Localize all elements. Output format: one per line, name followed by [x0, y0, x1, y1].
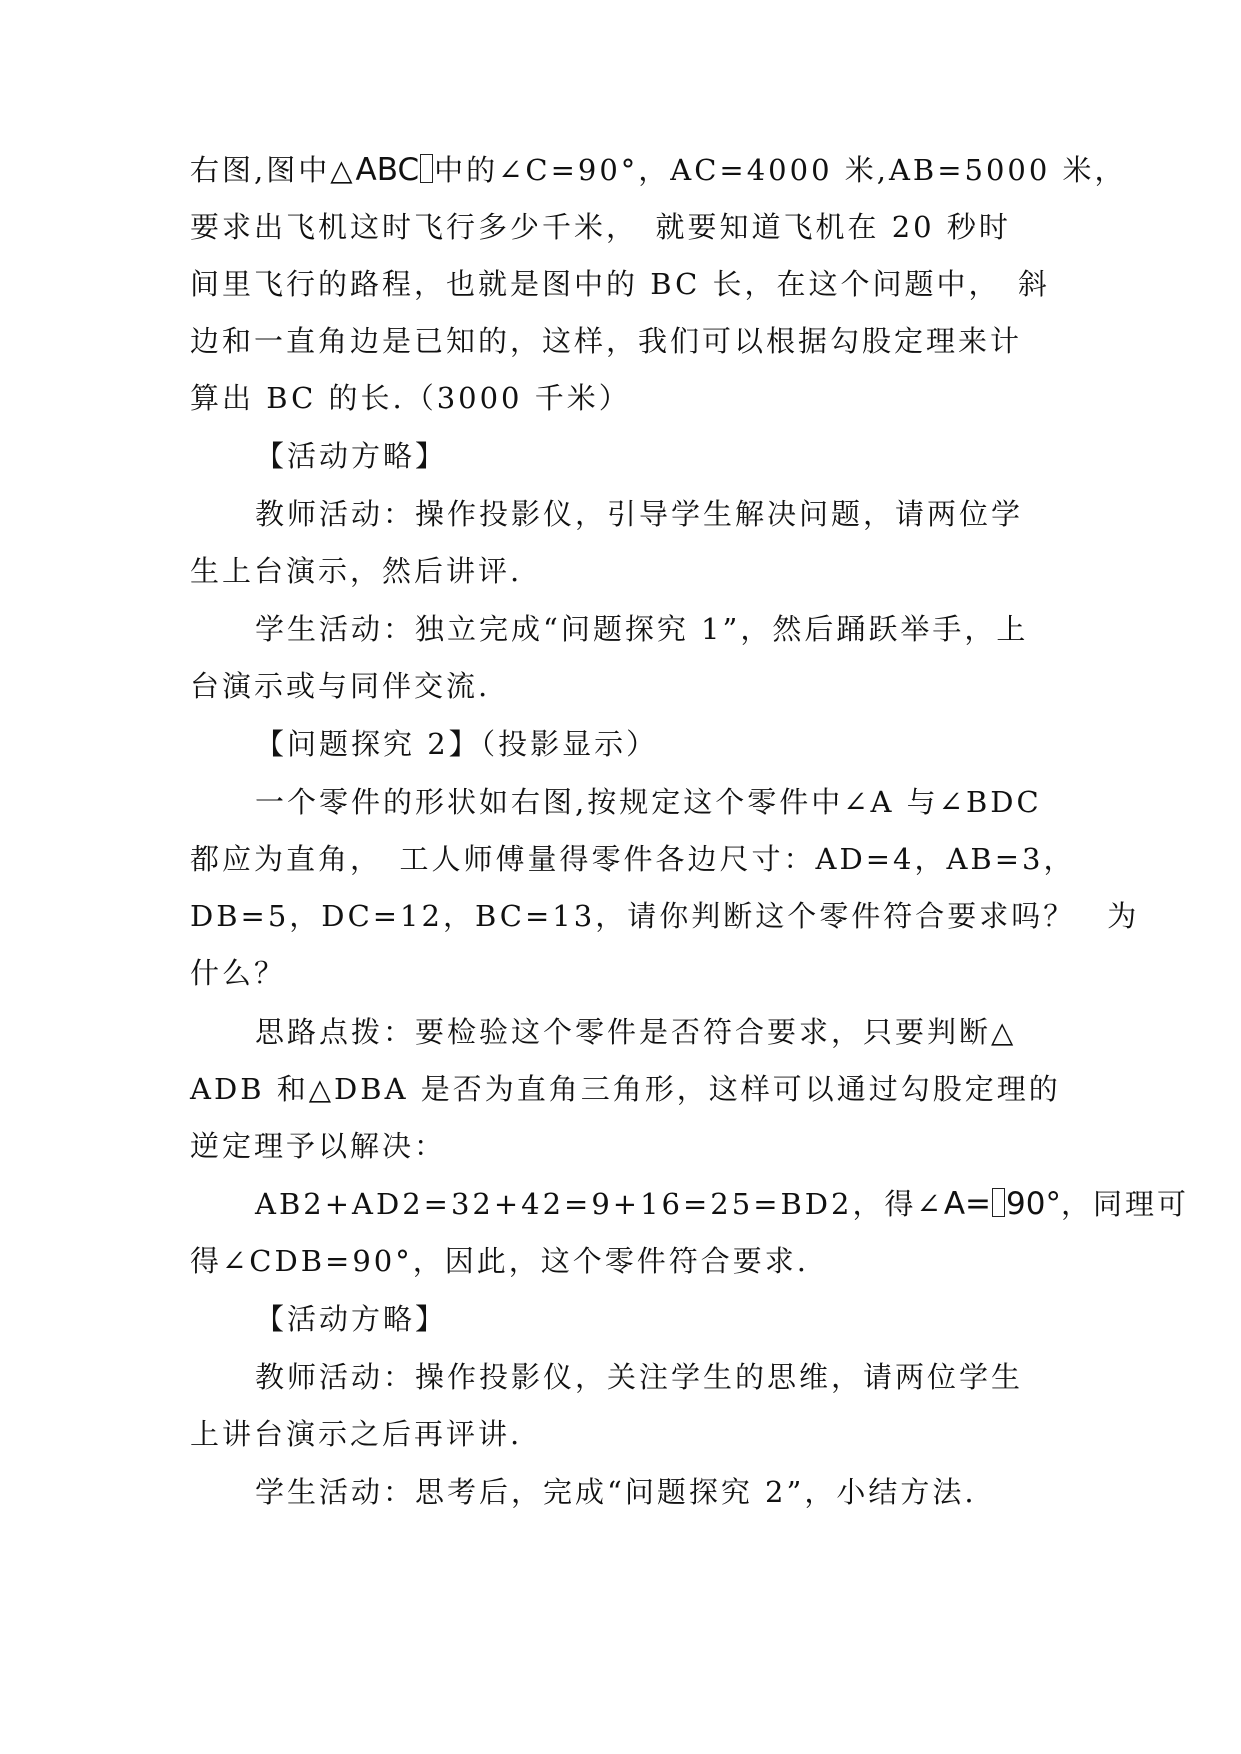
- text-line: 都应为直角， 工人师傅量得零件各边尺寸：AD=4，AB=3，: [190, 842, 1076, 876]
- text-line: 上讲台演示之后再评讲.: [190, 1417, 523, 1451]
- text-segment: 中的∠C=90°，AC=4000 米,AB=5000 米，: [434, 153, 1127, 187]
- text-segment: ABC: [355, 152, 420, 188]
- text-segment: 90°: [1006, 1186, 1061, 1222]
- text-line: ADB 和△DBA 是否为直角三角形，这样可以通过勾股定理的: [190, 1072, 1061, 1106]
- text-line: DB=5，DC=12，BC=13，请你判断这个零件符合要求吗？ 为: [190, 899, 1140, 933]
- text-line: 算出 BC 的长.（3000 千米）: [190, 381, 631, 415]
- missing-glyph-box: [992, 1188, 1005, 1217]
- text-segment: A=: [943, 1186, 991, 1222]
- text-segment: AB2+AD2=32+42=9+16=25=BD2，得∠: [255, 1187, 944, 1221]
- text-line: 一个零件的形状如右图,按规定这个零件中∠A 与∠BDC: [255, 785, 1042, 819]
- text-line: 学生活动：思考后，完成“问题探究 2”，小结方法.: [255, 1475, 977, 1509]
- text-line: 逆定理予以解决：: [190, 1129, 447, 1163]
- section-heading: 【活动方略】: [255, 1302, 448, 1336]
- text-line: 教师活动：操作投影仪，关注学生的思维，请两位学生: [255, 1360, 1024, 1394]
- section-heading: 【问题探究 2】（投影显示）: [255, 727, 659, 761]
- text-line: 教师活动：操作投影仪，引导学生解决问题，请两位学: [255, 497, 1024, 531]
- section-heading: 【活动方略】: [255, 439, 448, 473]
- text-line: 台演示或与同伴交流.: [190, 669, 491, 703]
- text-line: [190, 150, 1127, 190]
- text-segment: 右图,图中△: [190, 153, 356, 187]
- text-segment: ，同理可: [1060, 1187, 1189, 1221]
- missing-glyph-box: [420, 154, 433, 183]
- text-line: 思路点拨：要检验这个零件是否符合要求，只要判断△: [255, 1015, 1017, 1049]
- text-line: 间里飞行的路程，也就是图中的 BC 长，在这个问题中， 斜: [190, 267, 1050, 301]
- text-line: 边和一直角边是已知的，这样，我们可以根据勾股定理来计: [190, 324, 1023, 358]
- text-line: 学生活动：独立完成“问题探究 1”，然后踊跃举手，上: [255, 612, 1029, 646]
- text-line: 要求出飞机这时飞行多少千米， 就要知道飞机在 20 秒时: [190, 210, 1011, 244]
- text-line: [255, 1184, 1189, 1224]
- text-line: 生上台演示，然后讲评.: [190, 554, 523, 588]
- text-line: 什么？: [190, 956, 287, 990]
- text-line: 得∠CDB=90°，因此，这个零件符合要求.: [190, 1244, 809, 1278]
